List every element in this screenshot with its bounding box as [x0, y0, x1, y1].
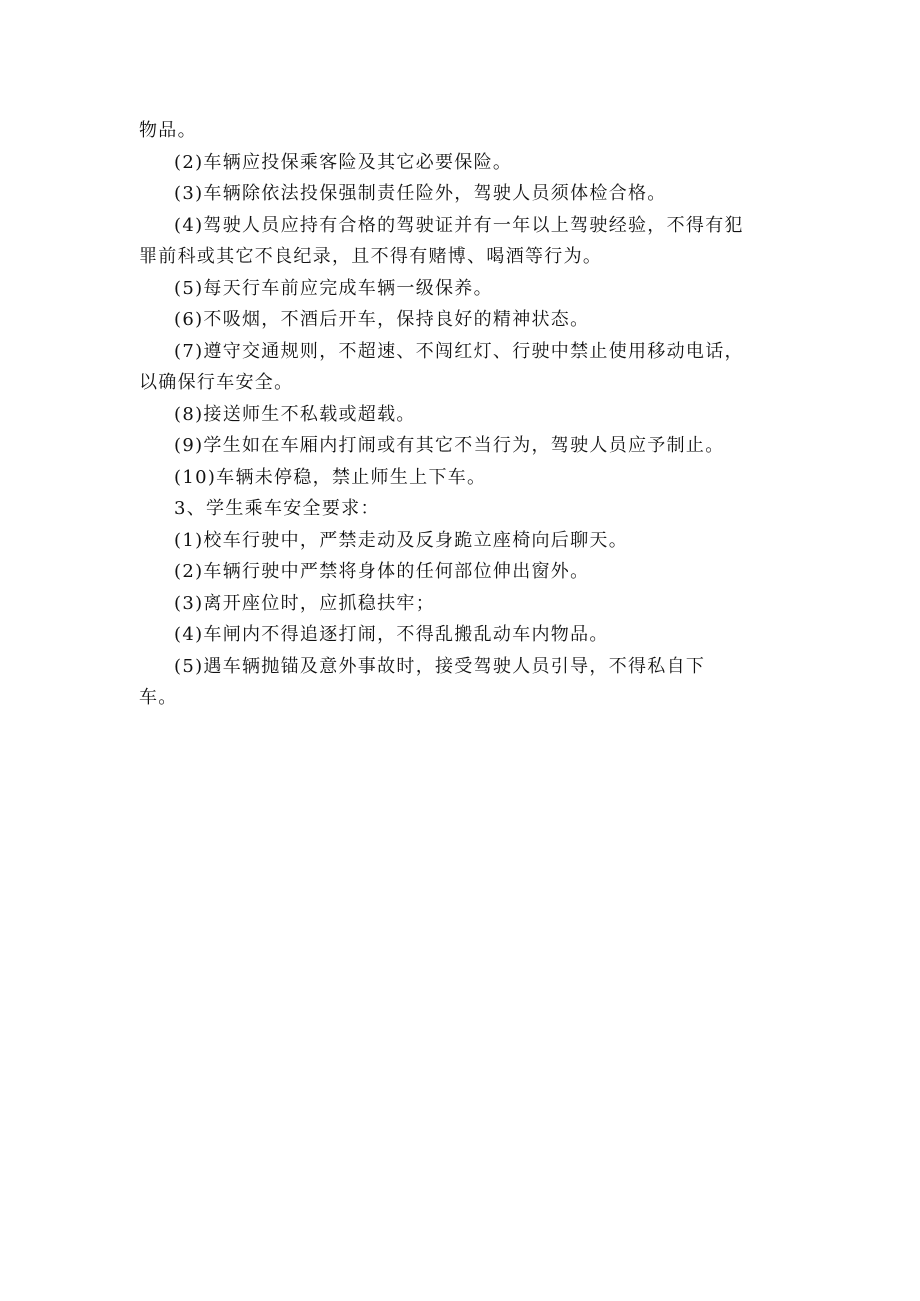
text-line: (8)接送师生不私载或超载。 — [174, 403, 416, 425]
text-line: (2)车辆应投保乘客险及其它必要保险。 — [174, 151, 513, 173]
text-line: 车。 — [139, 687, 178, 708]
text-line: (7)遵守交通规则，不超速、不闯红灯、行驶中禁止使用移动电话， — [174, 340, 744, 362]
text-line: 以确保行车安全。 — [139, 372, 294, 393]
text-line: 罪前科或其它不良纪录，且不得有赌博、喝酒等行为。 — [139, 246, 603, 267]
text-line: (4)驾驶人员应持有合格的驾驶证并有一年以上驾驶经验，不得有犯 — [174, 214, 744, 236]
text-line: (2)车辆行驶中严禁将身体的任何部位伸出窗外。 — [174, 561, 590, 582]
text-line: (9)学生如在车厢内打闹或有其它不当行为，驾驶人员应予制止。 — [174, 435, 725, 456]
text-line: 物品。 — [139, 120, 197, 141]
text-line: (3)离开座位时，应抓稳扶牢； — [174, 592, 435, 614]
text-line: (3)车辆除依法投保强制责任险外，驾驶人员须体检合格。 — [174, 183, 667, 204]
section-heading: 3、学生乘车安全要求： — [174, 498, 380, 519]
text-line: (10)车辆未停稳，禁止师生上下车。 — [174, 466, 487, 488]
text-line: (5)遇车辆抛锚及意外事故时，接受驾驶人员引导，不得私自下 — [174, 655, 706, 677]
text-line: (6)不吸烟，不酒后开车，保持良好的精神状态。 — [174, 309, 590, 330]
text-line: (1)校车行驶中，严禁走动及反身跪立座椅向后聊天。 — [174, 529, 628, 551]
text-line: (5)每天行车前应完成车辆一级保养。 — [174, 277, 493, 299]
text-line: (4)车闸内不得追逐打闹，不得乱搬乱动车内物品。 — [174, 624, 609, 645]
document-body — [139, 115, 789, 714]
